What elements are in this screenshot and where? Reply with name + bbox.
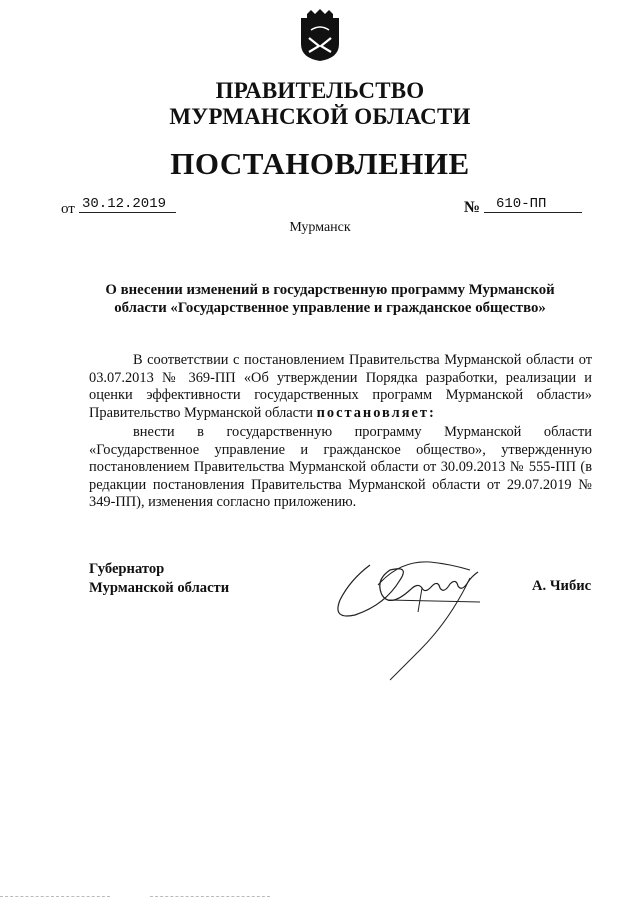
document-number: 610-ПП <box>484 196 582 213</box>
signatory-name: А. Чибис <box>532 578 592 594</box>
document-date: 30.12.2019 <box>79 196 176 213</box>
signatory-title-line2: Мурманской области <box>89 580 230 596</box>
body-paragraph-1 <box>89 352 592 422</box>
handwritten-signature <box>330 540 510 690</box>
scan-artifact-line <box>150 896 270 897</box>
document-type-title: ПОСТАНОВЛЕНИЕ <box>170 146 470 181</box>
number-label: № <box>464 199 481 216</box>
scan-artifact-line <box>0 896 110 897</box>
date-label: от <box>61 201 75 217</box>
org-title-line1: ПРАВИТЕЛЬСТВО <box>215 78 425 103</box>
signatory-title-line1: Губернатор <box>89 561 165 577</box>
coat-of-arms-icon <box>299 8 341 62</box>
document-subject: О внесении изменений в государственную программу Мурманской области «Государственное управление и гражданское общество» <box>105 282 555 316</box>
paragraph-1-text: В соответствии с постановлением Правительства Мурманской области от 03.07.2013 № 369-ПП «Об утверждении Порядка разработки, реализации и оценки эффективности государственных программ Мурманской области» Правительство Мурманской области <box>89 352 592 421</box>
body-paragraph-2: внести в государственную программу Мурманской области «Государственное управление и гражданское общество», утвержденную постановлением Правительства Мурманской области от 30.09.2013 № 555-ПП (в редакции постановления Правительства Мурманской области от 29.07.2019 № 349-ПП), изменения согласно приложению. <box>89 424 592 511</box>
resolution-verb: постановляет: <box>316 404 436 421</box>
signatory-title <box>89 560 229 598</box>
org-title-line2: МУРМАНСКОЙ ОБЛАСТИ <box>169 104 471 129</box>
city-name: Мурманск <box>289 220 351 235</box>
